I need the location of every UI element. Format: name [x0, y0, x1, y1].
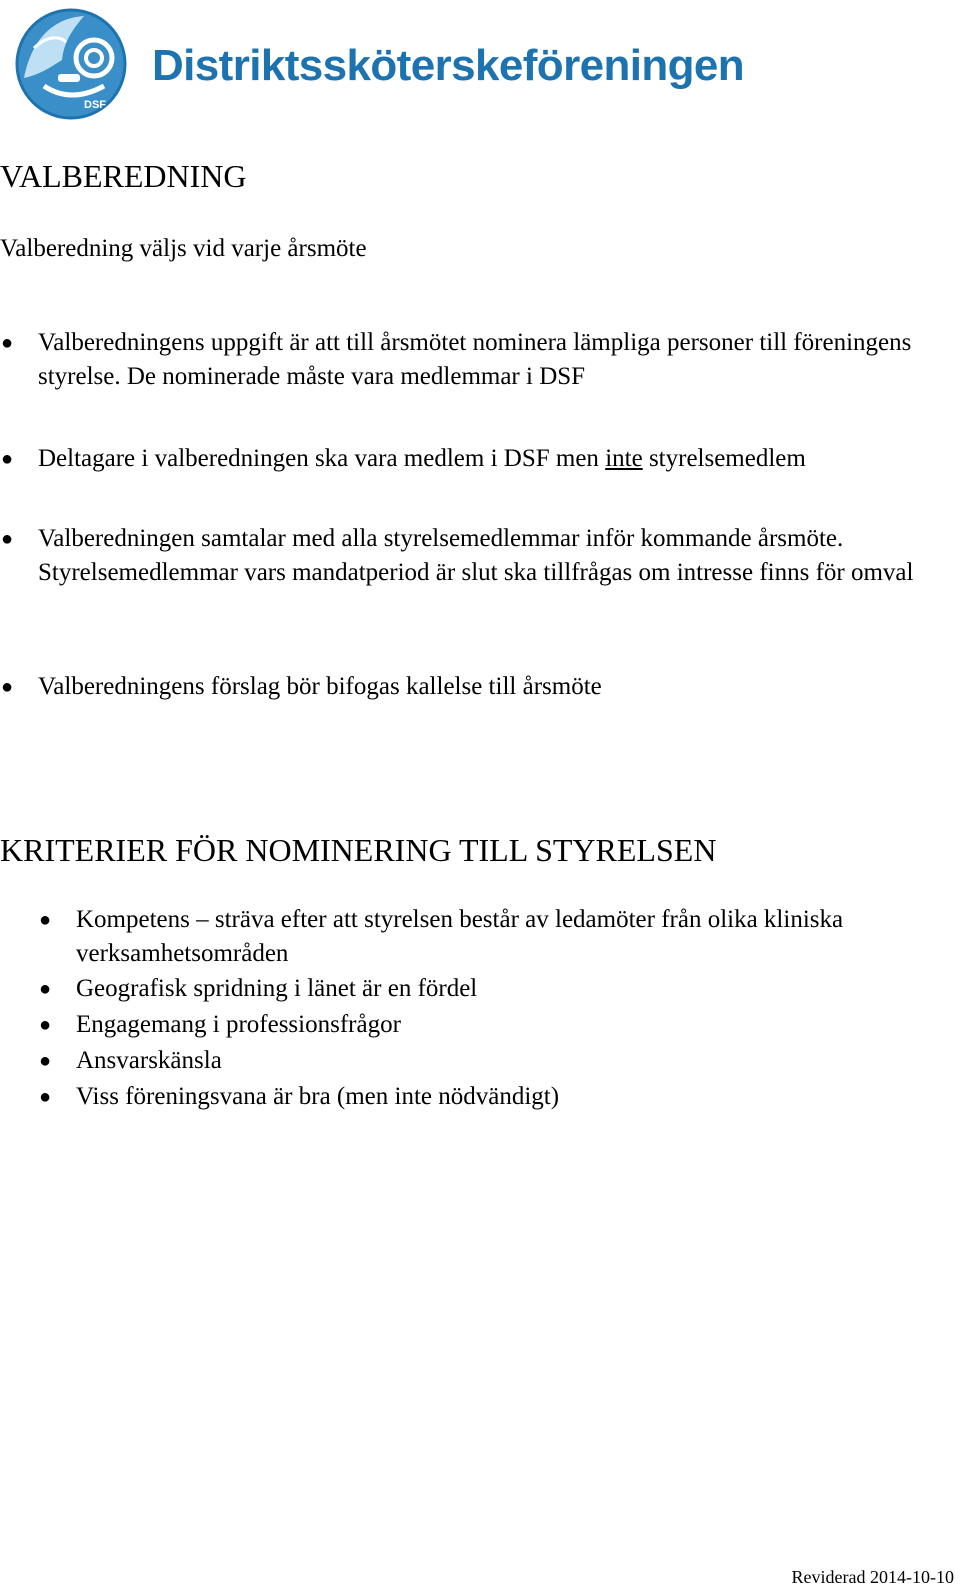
bullet-icon: ●: [1, 332, 14, 354]
list-item-text: Valberedningen samtalar med alla styrelsemedlemmar inför kommande årsmöte. Styrelsemedlemmar vars mandatperiod är slut ska tillfrågas om intresse finns för omval: [38, 525, 914, 586]
bullet-icon: ●: [1, 448, 14, 470]
section-title-valberedning: VALBEREDNING: [0, 158, 247, 194]
bullet-icon: ●: [39, 978, 52, 1000]
brand-name: Distriktssköterskeföreningen: [152, 41, 745, 90]
emphasis-underline: inte: [605, 445, 643, 472]
list-item-text: Valberedningens förslag bör bifogas kallelse till årsmöte: [38, 673, 602, 700]
list-item-text: Deltagare i valberedningen ska vara medlem i DSF men inte styrelsemedlem: [38, 445, 806, 472]
section-title-kriterier: KRITERIER FÖR NOMINERING TILL STYRELSEN: [0, 832, 717, 868]
revision-date: Reviderad 2014-10-10: [791, 1567, 954, 1587]
list-item-text: Valberedningens uppgift är att till årsmötet nominera lämpliga personer till föreningens styrelse. De nominerade måste vara medlemmar i DSF: [38, 329, 912, 390]
logo-text: DSF: [84, 99, 106, 111]
bullet-icon: ●: [1, 676, 14, 698]
list-item-text: Kompetens – sträva efter att styrelsen består av ledamöter från olika kliniska verksamhetsområden: [76, 906, 844, 967]
page-header: [12, 8, 952, 118]
section-intro: Valberedning väljs vid varje årsmöte: [0, 235, 367, 262]
bullet-icon: ●: [39, 1050, 52, 1072]
bullet-icon: ●: [39, 1014, 52, 1036]
dsf-logo: [14, 8, 128, 120]
list-item-text: Viss föreningsvana är bra (men inte nödvändigt): [76, 1083, 560, 1110]
list-item-text: Geografisk spridning i länet är en fördel: [76, 975, 478, 1002]
bullet-icon: ●: [39, 909, 52, 931]
bullet-icon: ●: [39, 1086, 52, 1108]
list-item-text: Engagemang i professionsfrågor: [76, 1011, 401, 1038]
bullet-icon: ●: [1, 528, 14, 550]
list-item-text: Ansvarskänsla: [76, 1047, 222, 1074]
